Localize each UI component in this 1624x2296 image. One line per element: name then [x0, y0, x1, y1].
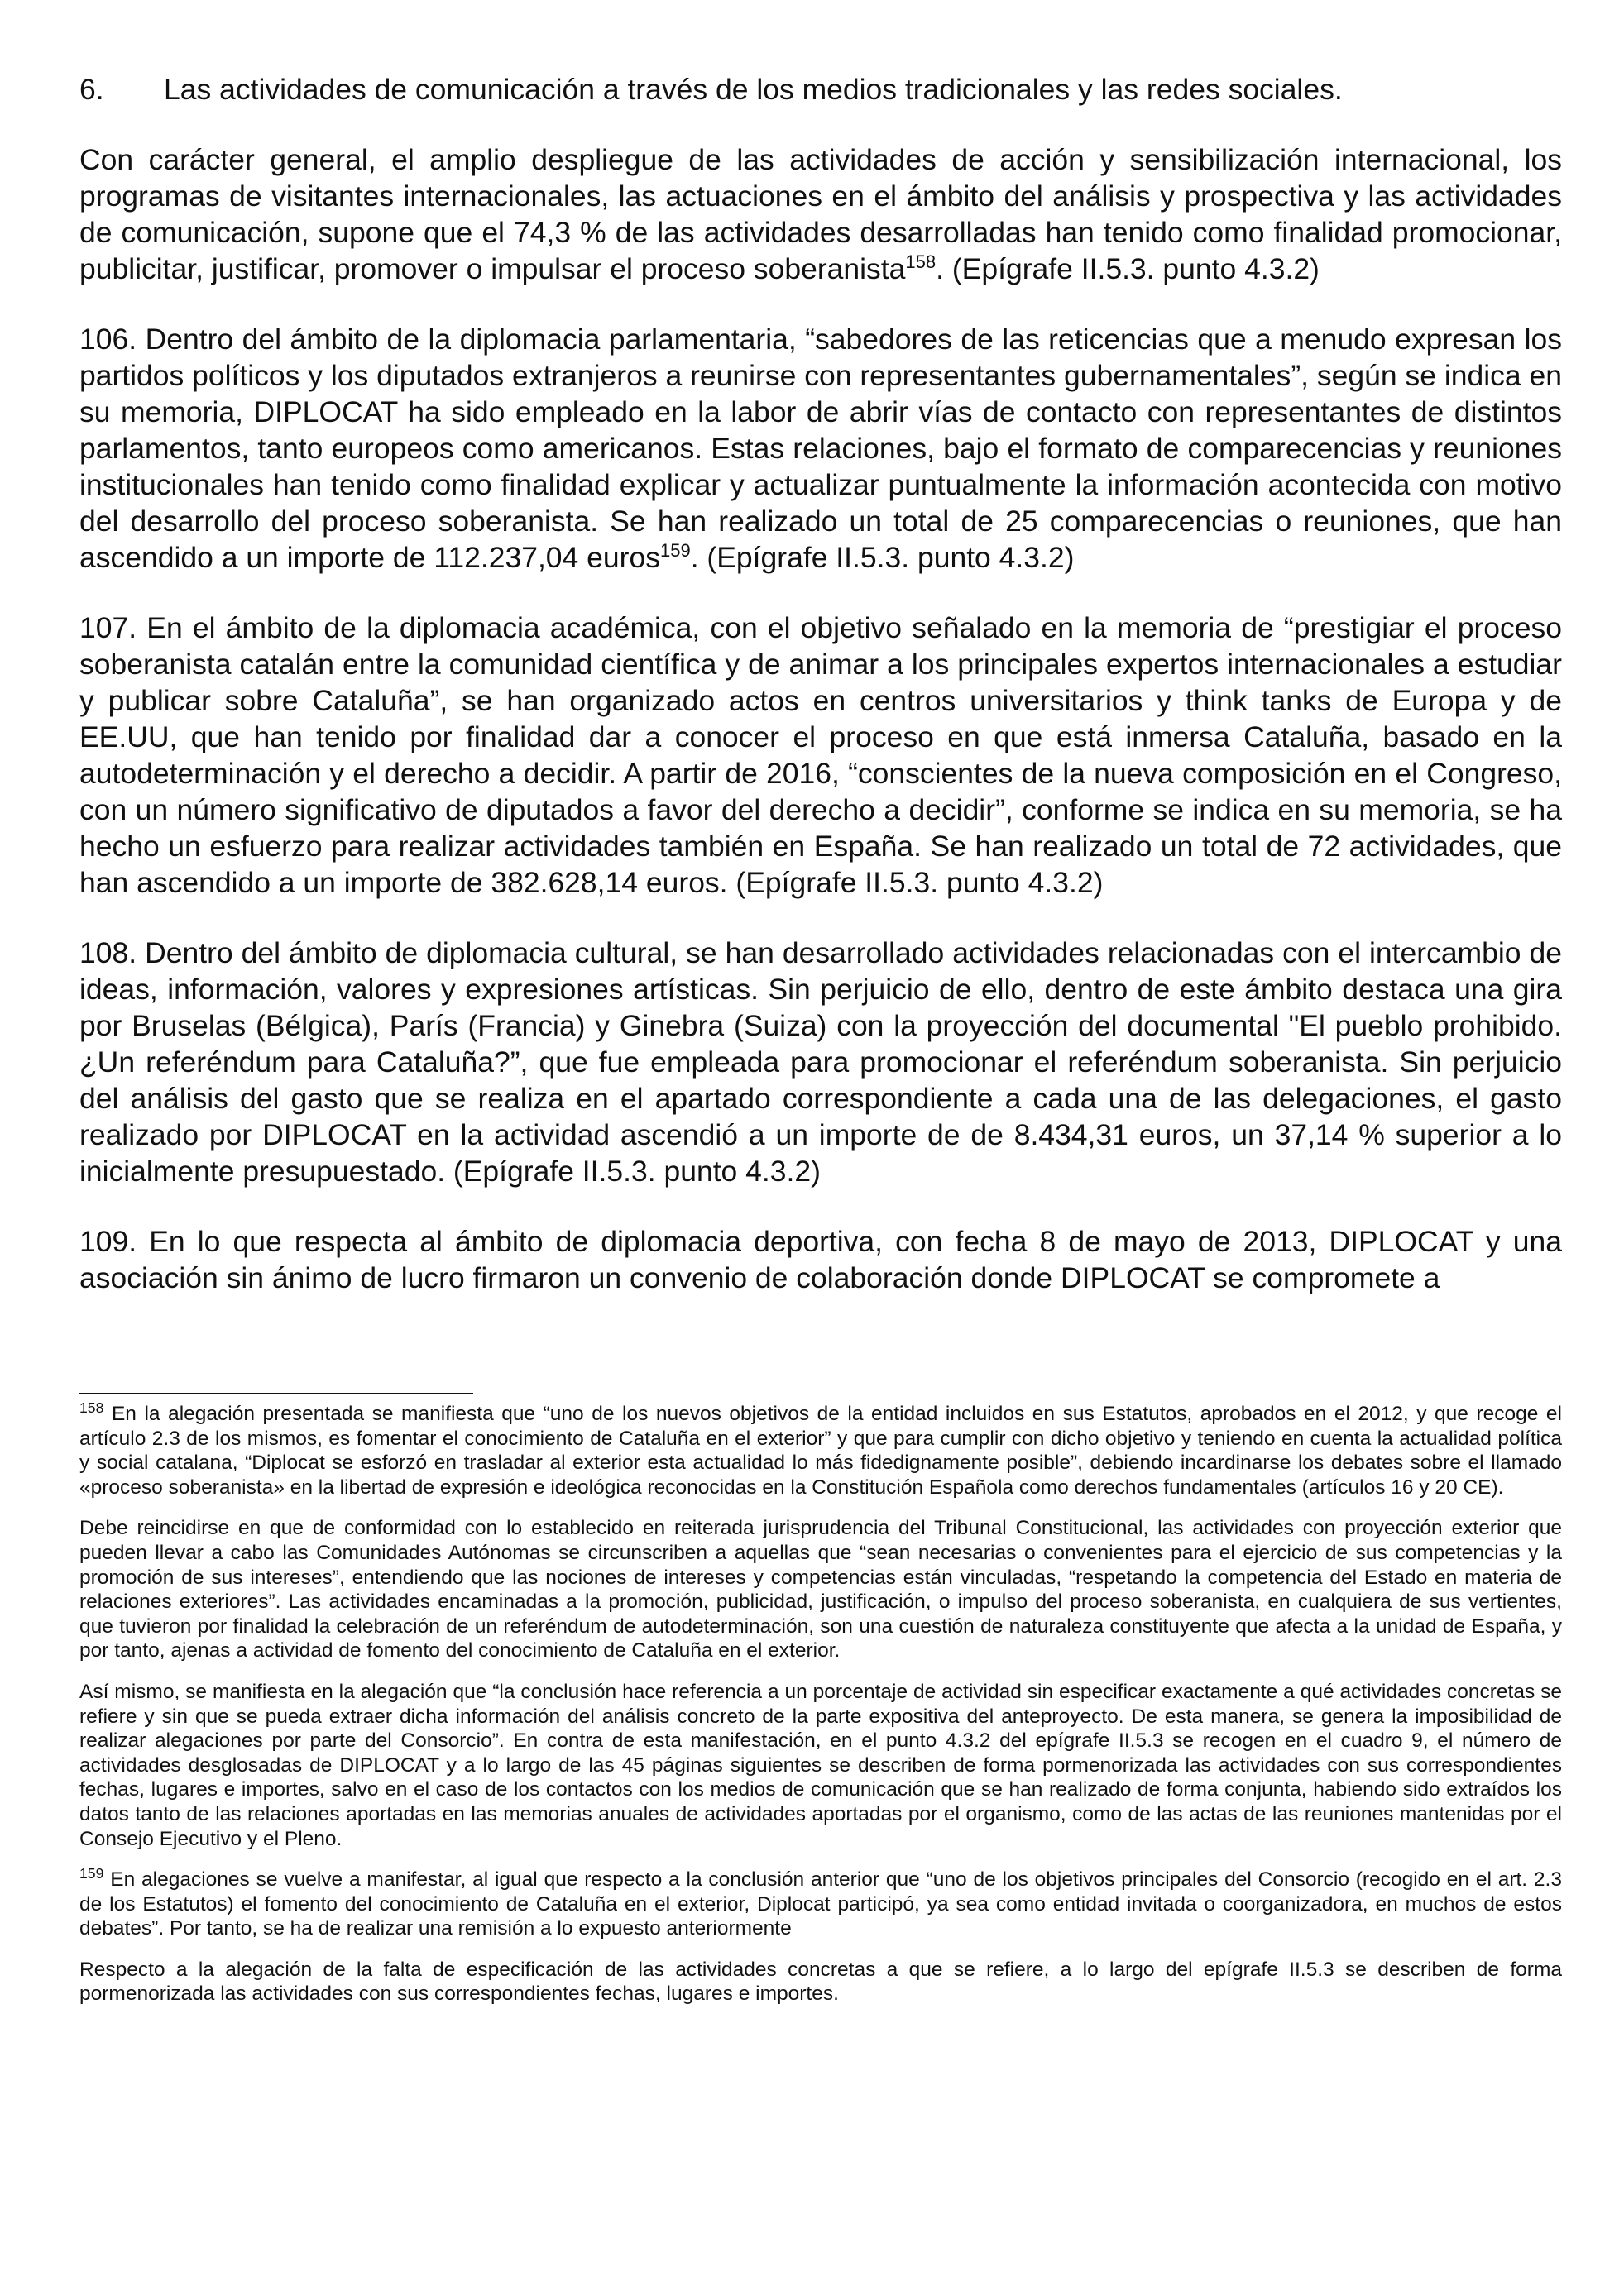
- footnote-number-159: 159: [79, 1865, 104, 1882]
- paragraph-general: [79, 141, 1562, 287]
- paragraph-text: 106. Dentro del ámbito de la diplomacia parlamentaria, “sabedores de las reticencias que a menudo expresan los partidos políticos y los diputados extranjeros a reunirse con representantes gubernamentales”, según se indica en su memoria, DIPLOCAT ha sido empleado en la labor de abrir vías de contacto con representantes de distintos parlamentos, tanto europeos como americanos. Estas relaciones, bajo el formato de comparecencias y reuniones institucionales han tenido como finalidad explicar y actualizar puntualmente la información acontecida con motivo del desarrollo del proceso soberanista. Se han realizado un total de 25 comparecencias o reuniones, que han ascendido a un importe de 112.237,04 euros: [79, 323, 1562, 574]
- main-body: [79, 71, 1562, 1330]
- footnote-text: En la alegación presentada se manifiesta que “uno de los nuevos objetivos de la entidad incluidos en sus Estatutos, aprobados en el 2012, y que recoge el artículo 2.3 de los mismos, es fomentar el conocimiento de Cataluña en el exterior” y que para cumplir con dicho objetivo y teniendo en cuenta la actualidad política y social catalana, “Diplocat se esforzó en trasladar al exterior esta actualidad lo más fidedignamente posible”, debiendo incardinarse los debates sobre el llamado «proceso soberanista» en la libertad de expresión e ideológica reconocidas en la Constitución Española como derechos fundamentales (artículos 16 y 20 CE).: [79, 1403, 1562, 1499]
- footnote-158: [79, 1399, 1562, 1500]
- paragraph-106: [79, 321, 1562, 576]
- paragraph-tail: . (Epígrafe II.5.3. punto 4.3.2): [936, 252, 1320, 285]
- footnote-158-paragraph-3: Así mismo, se manifiesta en la alegación que “la conclusión hace referencia a un porcentaje de actividad sin especificar exactamente a qué actividades concretas se refiere y sin que se pueda extraer dicha información del análisis concreto de la parte expositiva del anteproyecto. De esta manera, se genera la imposibilidad de realizar alegaciones por parte del Consorcio”. En contra de esta manifestación, en el punto 4.3.2 del epígrafe II.5.3 se recogen en el cuadro 9, el número de actividades desglosadas de DIPLOCAT y a lo largo de las 45 páginas siguientes se describen de forma pormenorizada las actividades con sus correspondientes fechas, lugares e importes, salvo en el caso de los contactos con los medios de comunicación que se han realizado de forma conjunta, habiendo sido extraídos los datos tanto de las relaciones aportadas en las memorias anuales de actividades aportadas por el organismo, como de las actas de las reuniones mantenidas por el Consejo Ejecutivo y el Pleno.: [79, 1680, 1562, 1850]
- footnotes: [79, 1399, 1562, 2023]
- footnote-158-paragraph-2: Debe reincidirse en que de conformidad con lo establecido en reiterada jurisprudencia del Tribunal Constitucional, las actividades con proyección exterior que pueden llevar a cabo las Comunidades Autónomas se circunscriben a aquellas que “sean necesarias o convenientes para el ejercicio de sus competencias y la promoción de sus intereses”, entendiendo que las nociones de intereses y competencias están vinculadas, “respetando la competencia del Estado en materia de relaciones exteriores”. Las actividades encaminadas a la promoción, publicidad, justificación, o impulso del proceso soberanista, en cualquiera de sus vertientes, que tuvieron por finalidad la celebración de un referéndum de autodeterminación, son una cuestión de naturaleza constituyente que afecta a la unidad de España, y por tanto, ajenas a actividad de fomento del conocimiento de Cataluña en el exterior.: [79, 1517, 1562, 1662]
- list-item-number: 6.: [79, 73, 104, 106]
- paragraph-text: Con carácter general, el amplio despliegue de las actividades de acción y sensibilización internacional, los programas de visitantes internacionales, las actuaciones en el ámbito del análisis y prospectiva y las actividades de comunicación, supone que el 74,3 % de las actividades desarrolladas han tenido como finalidad promocionar, publicitar, justificar, promover o impulsar el proceso soberanista: [79, 143, 1562, 285]
- list-item-text: Las actividades de comunicación a través de los medios tradicionales y las redes sociales.: [164, 73, 1343, 106]
- footnote-text: En alegaciones se vuelve a manifestar, al igual que respecto a la conclusión anterior que “uno de los objetivos principales del Consorcio (recogido en el art. 2.3 de los Estatutos) el fomento del conocimiento de Cataluña en el exterior, Diplocat participó, ya sea como entidad invitada o coorganizadora, en muchos de estos debates”. Por tanto, se ha de realizar una remisión a lo expuesto anteriormente: [79, 1868, 1562, 1940]
- paragraph-108: 108. Dentro del ámbito de diplomacia cultural, se han desarrollado actividades relacionadas con el intercambio de ideas, información, valores y expresiones artísticas. Sin perjuicio de ello, dentro de este ámbito destaca una gira por Bruselas (Bélgica), París (Francia) y Ginebra (Suiza) con la proyección del documental "El pueblo prohibido. ¿Un referéndum para Cataluña?”, que fue empleada para promocionar el referéndum soberanista. Sin perjuicio del análisis del gasto que se realiza en el apartado correspondiente a cada una de las delegaciones, el gasto realizado por DIPLOCAT en la actividad ascendió a un importe de de 8.434,31 euros, un 37,14 % superior a lo inicialmente presupuestado. (Epígrafe II.5.3. punto 4.3.2): [79, 936, 1562, 1188]
- list-item-6: [79, 71, 1562, 108]
- paragraph-107: 107. En el ámbito de la diplomacia académica, con el objetivo señalado en la memoria de “prestigiar el proceso soberanista catalán entre la comunidad científica y de animar a los principales expertos internacionales a estudiar y publicar sobre Cataluña”, se han organizado actos en centros universitarios y think tanks de Europa y de EE.UU, que han tenido por finalidad dar a conocer el proceso en que está inmersa Cataluña, basado en la autodeterminación y el derecho a decidir. A partir de 2016, “conscientes de la nueva composición en el Congreso, con un número significativo de diputados a favor del derecho a decidir”, conforme se indica en su memoria, se ha hecho un esfuerzo para realizar actividades también en España. Se han realizado un total de 72 actividades, que han ascendido a un importe de 382.628,14 euros. (Epígrafe II.5.3. punto 4.3.2): [79, 611, 1562, 899]
- paragraph-109: 109. En lo que respecta al ámbito de diplomacia deportiva, con fecha 8 de mayo de 2013, DIPLOCAT y una asociación sin ánimo de lucro firmaron un convenio de colaboración donde DIPLOCAT se compromete a: [79, 1225, 1562, 1294]
- footnote-ref-158[interactable]: 158: [905, 251, 937, 272]
- paragraph-tail: . (Epígrafe II.5.3. punto 4.3.2): [690, 541, 1075, 574]
- footnote-separator: [79, 1393, 473, 1394]
- footnote-ref-159[interactable]: 159: [659, 539, 691, 561]
- footnote-number-158: 158: [79, 1399, 104, 1417]
- footnote-159: [79, 1865, 1562, 1941]
- footnote-159-paragraph-2: Respecto a la alegación de la falta de especificación de las actividades concretas a que se refiere, a lo largo del epígrafe II.5.3 se describen de forma pormenorizada las actividades con sus correspondientes fechas, lugares e importes.: [79, 1958, 1562, 2006]
